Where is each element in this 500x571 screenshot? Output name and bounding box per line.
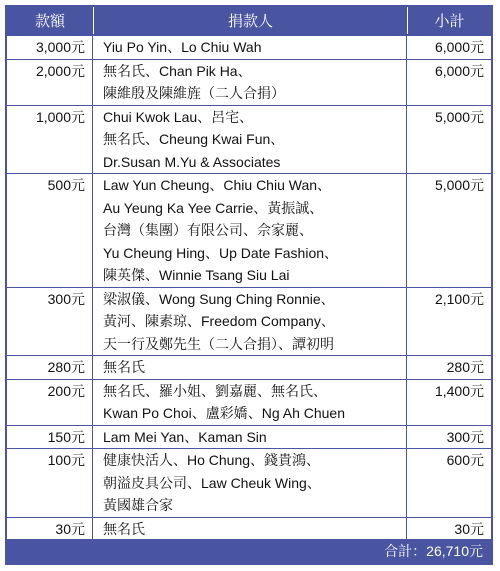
subtotal-cell: 6,000元 <box>434 62 484 79</box>
subtotal-cell: 2,100元 <box>434 290 484 307</box>
subtotal-cell: 300元 <box>446 428 484 445</box>
table-row <box>7 106 491 175</box>
donors-cell <box>93 36 407 59</box>
donors-cell <box>93 449 407 517</box>
subtotal-cell: 600元 <box>446 452 484 468</box>
donors-cell <box>93 288 407 356</box>
donors-cell <box>93 174 407 287</box>
amount-cell: 1,000元 <box>7 106 93 174</box>
donors-cell <box>93 380 407 425</box>
donor-line: 台灣（集團）有限公司、佘家麗、 <box>103 222 313 238</box>
donor-line: Yiu Po Yin、Lo Chiu Wah <box>103 39 262 55</box>
donor-line: Au Yeung Ka Yee Carrie、黃振誠、 <box>103 199 324 216</box>
table-row <box>7 380 491 426</box>
donor-line: 無名氏 <box>103 359 145 375</box>
donor-line: 朝溢皮具公司、Law Cheuk Wing、 <box>103 474 321 491</box>
amount-cell: 500元 <box>7 174 93 287</box>
donor-line: 天一行及鄭先生（二人合捐）、譚初明 <box>103 335 334 352</box>
donors-cell <box>93 426 407 449</box>
donor-line: 陳英傑、Winnie Tsang Siu Lai <box>103 267 290 283</box>
subtotal-cell: 5,000元 <box>434 108 484 125</box>
table-row <box>7 356 491 380</box>
table-row <box>7 288 491 357</box>
amount-cell: 300元 <box>7 288 93 356</box>
donor-line: 陳維殷及陳維旌（二人合捐） <box>103 85 285 101</box>
table-row <box>7 60 491 106</box>
column-header-subtotal: 小計 <box>407 7 491 34</box>
donor-line: 無名氏、Cheung Kwai Fun、 <box>103 131 285 147</box>
table-row <box>7 174 491 288</box>
donor-line: Law Yun Cheung、Chiu Chiu Wan、 <box>103 177 332 193</box>
table-body <box>7 36 491 540</box>
donors-cell <box>93 106 407 174</box>
amount-cell: 200元 <box>7 380 93 425</box>
donors-cell <box>93 60 407 105</box>
amount-cell: 30元 <box>7 518 93 541</box>
amount-cell: 2,000元 <box>7 60 93 105</box>
table-header <box>7 7 491 36</box>
subtotal-cell: 5,000元 <box>434 177 484 193</box>
table-row <box>7 426 491 450</box>
donor-line: 健康快活人、Ho Chung、錢貴鴻、 <box>103 452 321 468</box>
donor-line: 黃河、陳素琼、Freedom Company、 <box>103 313 335 329</box>
column-header-amount: 款額 <box>34 13 65 30</box>
total-footer: 合計：26,710元 <box>7 539 491 563</box>
donor-line: 無名氏、羅小姐、劉嘉麗、無名氏、 <box>103 382 327 399</box>
subtotal-cell: 280元 <box>446 359 484 375</box>
table-row <box>7 518 491 541</box>
subtotal-cell: 1,400元 <box>434 382 484 399</box>
table-row <box>7 36 491 60</box>
subtotal-cell: 6,000元 <box>434 39 484 55</box>
donors-cell <box>93 356 407 379</box>
donor-line: 無名氏、Chan Pik Ha、 <box>103 62 252 79</box>
donation-table <box>5 5 493 565</box>
donor-line: 黃國雄合家 <box>103 497 173 513</box>
donors-cell <box>93 518 407 541</box>
donor-line: 無名氏 <box>103 520 145 537</box>
amount-cell: 280元 <box>7 356 93 379</box>
donor-line: Dr.Susan M.Yu & Associates <box>103 153 281 170</box>
donor-line: Yu Cheung Hing、Up Date Fashion、 <box>103 244 339 261</box>
donor-line: 梁淑儀、Wong Sung Ching Ronnie、 <box>103 290 335 307</box>
donor-line: Lam Mei Yan、Kaman Sin <box>103 428 267 445</box>
donor-line: Chui Kwok Lau、呂宅、 <box>103 108 254 125</box>
column-header-donors: 捐款人 <box>93 7 407 34</box>
amount-cell: 100元 <box>7 449 93 517</box>
amount-cell: 150元 <box>7 426 93 449</box>
table-row <box>7 449 491 518</box>
amount-cell: 3,000元 <box>7 36 93 59</box>
subtotal-cell: 30元 <box>454 520 484 537</box>
donor-line: Kwan Po Choi、盧彩嬌、Ng Ah Chuen <box>103 405 345 421</box>
